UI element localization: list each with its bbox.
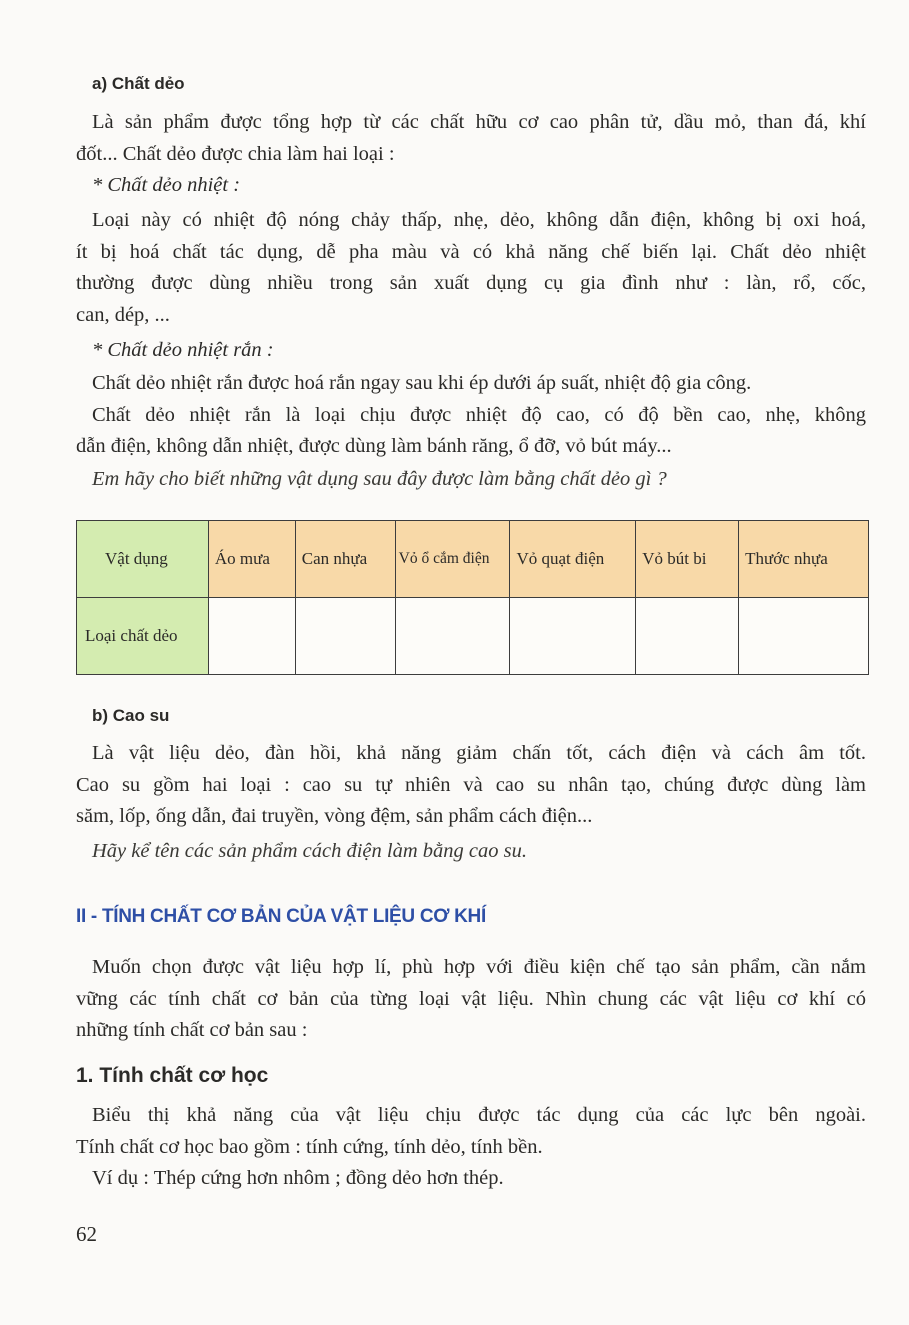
text-line-content: Chất dẻo nhiệt rắn được hoá rắn ngay sau khi ép dưới áp suất, nhiệt độ gia công. bbox=[92, 372, 752, 394]
text-line bbox=[76, 1100, 866, 1132]
heading-mechanical-properties: 1. Tính chất cơ học bbox=[76, 1064, 269, 1087]
table-row-plastic-type bbox=[77, 598, 869, 675]
text-line: săm, lốp, ống dẫn, đai truyền, vòng đệm, sản phẩm cách điện... bbox=[76, 805, 593, 827]
text-line-content: Là vật liệu dẻo, đàn hồi, khả năng giảm chấn tốt, cách điện và cách âm tốt. bbox=[92, 742, 866, 764]
text-line-content: Là sản phẩm được tổng hợp từ các chất hữu cơ cao phân tử, dầu mỏ, than đá, khí bbox=[92, 111, 866, 133]
section-title-ii: II - TÍNH CHẤT CƠ BẢN CỦA VẬT LIỆU CƠ KHÍ bbox=[76, 906, 486, 927]
heading-a-plastics: a) Chất dẻo bbox=[92, 74, 185, 93]
materials-table bbox=[76, 520, 869, 675]
page-number: 62 bbox=[76, 1222, 97, 1246]
paragraph-rubber bbox=[76, 738, 866, 833]
text-line: can, dép, ... bbox=[76, 303, 170, 326]
text-line bbox=[76, 205, 866, 237]
text-line-content: Biểu thị khả năng của vật liệu chịu được tác dụng của các lực bên ngoài. bbox=[92, 1104, 866, 1126]
table-cell-item: Vỏ ổ cắm điện bbox=[395, 521, 510, 598]
text-line-content: Chất dẻo nhiệt rắn là loại chịu được nhiệt độ cao, có độ bền cao, nhẹ, không bbox=[92, 403, 866, 426]
question-rubber: Hãy kể tên các sản phẩm cách điện làm bằng cao su. bbox=[92, 840, 527, 862]
text-line-content: Loại này có nhiệt độ nóng chảy thấp, nhẹ, dẻo, không dẫn điện, không bị oxi hoá, bbox=[92, 209, 866, 231]
paragraph-mechanical bbox=[76, 1100, 866, 1195]
text-line: đốt... Chất dẻo được chia làm hai loại : bbox=[76, 142, 395, 165]
paragraph-thermoplastic bbox=[76, 205, 866, 331]
table-header-cell: Vật dụng bbox=[77, 521, 209, 598]
text-line-content: Muốn chọn được vật liệu hợp lí, phù hợp với điều kiện chế tạo sản phẩm, cần nắm bbox=[92, 956, 866, 978]
text-line: Tính chất cơ học bao gồm : tính cứng, tính dẻo, tính bền. bbox=[76, 1135, 543, 1158]
table-cell-item: Thước nhựa bbox=[739, 521, 869, 598]
question-plastics: Em hãy cho biết những vật dụng sau đây được làm bằng chất dẻo gì ? bbox=[92, 468, 667, 490]
text-line: dẫn điện, không dẫn nhiệt, được dùng làm bánh răng, ổ đỡ, vỏ bút máy... bbox=[76, 435, 672, 457]
text-line-content: Ví dụ : Thép cứng hơn nhôm ; đồng dẻo hơn thép. bbox=[92, 1167, 504, 1189]
table-cell-item: Vỏ bút bi bbox=[636, 521, 739, 598]
table-cell-empty bbox=[510, 598, 636, 675]
table-cell-empty bbox=[295, 598, 395, 675]
table-cell-item: Vỏ quạt điện bbox=[510, 521, 636, 598]
table-cell-empty bbox=[208, 598, 295, 675]
text-line bbox=[76, 400, 866, 432]
heading-thermoplastic: * Chất dẻo nhiệt : bbox=[92, 174, 241, 196]
paragraph-plastics-intro bbox=[76, 107, 866, 170]
table-cell-item: Can nhựa bbox=[295, 521, 395, 598]
text-line: ít bị hoá chất tác dụng, dễ pha màu và có khả năng chế biến lại. Chất dẻo nhiệt bbox=[76, 240, 866, 263]
paragraph-properties-intro bbox=[76, 952, 866, 1047]
text-line bbox=[76, 107, 866, 139]
text-line bbox=[76, 952, 866, 984]
text-line: vững các tính chất cơ bản của từng loại vật liệu. Nhìn chung các vật liệu cơ khí có bbox=[76, 987, 866, 1010]
table-cell-empty bbox=[636, 598, 739, 675]
table-cell-empty bbox=[395, 598, 510, 675]
text-line: Cao su gồm hai loại : cao su tự nhiên và cao su nhân tạo, chúng được dùng làm bbox=[76, 773, 866, 796]
table-row-items bbox=[77, 521, 869, 598]
table-cell-item: Áo mưa bbox=[208, 521, 295, 598]
table-header-cell: Loại chất dẻo bbox=[77, 598, 209, 675]
table-cell-empty bbox=[739, 598, 869, 675]
text-line: những tính chất cơ bản sau : bbox=[76, 1019, 308, 1041]
heading-thermoset: * Chất dẻo nhiệt rắn : bbox=[92, 339, 274, 361]
text-line bbox=[76, 368, 866, 400]
text-line bbox=[76, 738, 866, 770]
heading-b-rubber: b) Cao su bbox=[92, 706, 170, 725]
paragraph-thermoset bbox=[76, 368, 866, 463]
text-line bbox=[76, 1163, 866, 1195]
text-line: thường được dùng nhiều trong sản xuất dụng cụ gia đình như : làn, rổ, cốc, bbox=[76, 272, 866, 294]
